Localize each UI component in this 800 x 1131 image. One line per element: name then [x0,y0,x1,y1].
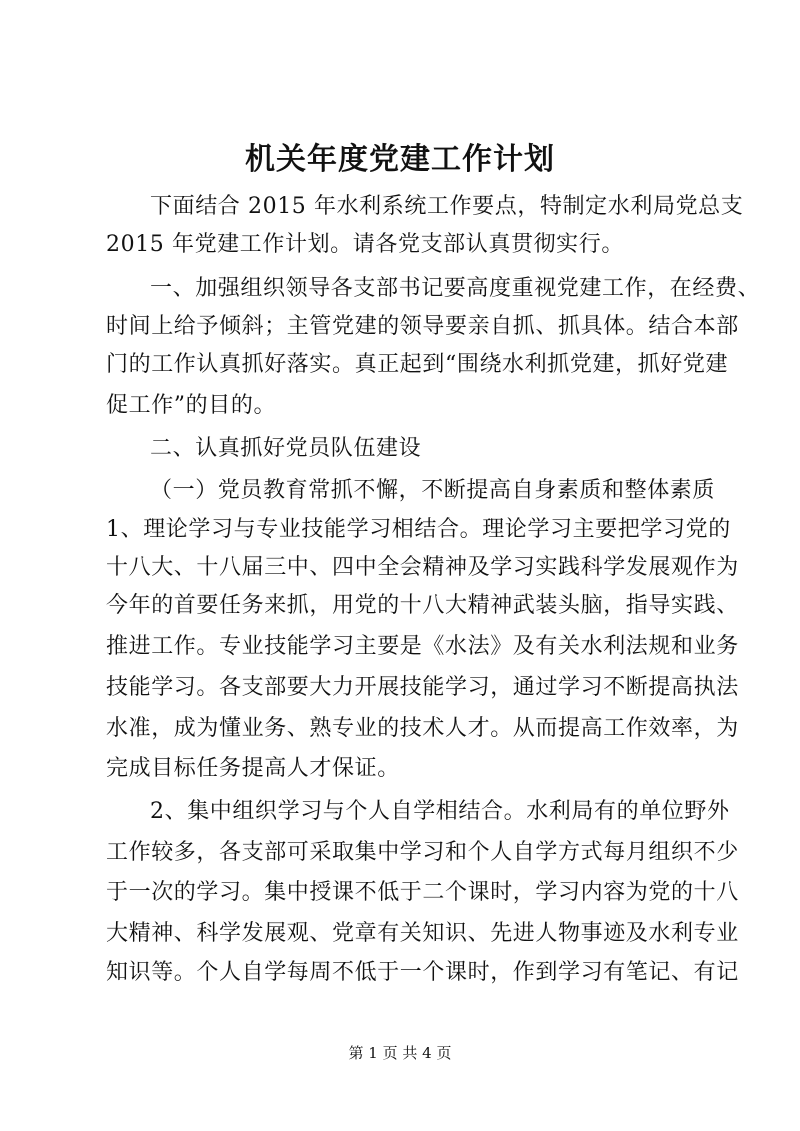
body-line-9: 1、理论学习与专业技能学习相结合。理论学习主要把学习党的 [106,517,731,542]
document-title: 机关年度党建工作计划 [245,142,555,177]
body-line-12: 推进工作。专业技能学习主要是《水法》及有关水利法规和业务 [106,634,739,659]
page-number-footer: 第 1 页 共 4 页 [348,1044,452,1062]
body-line-16: 2、集中组织学习与个人自学相结合。水利局有的单位野外 [150,799,730,824]
body-line-13: 技能学习。各支部要大力开展技能学习，通过学习不断提高执法 [106,675,739,700]
body-line-20: 知识等。个人自学每周不低于一个课时，作到学习有笔记、有记 [106,960,739,985]
body-line-14: 水准，成为懂业务、熟专业的技术人才。从而提高工作效率，为 [106,716,739,741]
body-line-15: 完成目标任务提高人才保证。 [106,756,400,781]
body-line-19: 大精神、科学发展观、党章有关知识、先进人物事迹及水利专业 [106,921,739,946]
section-heading-2: 二、认真抓好党员队伍建设 [150,436,422,461]
body-line-1: 下面结合 2015 年水利系统工作要点，特制定水利局党总支 [150,194,744,219]
body-line-3: 一、加强组织领导各支部书记要高度重视党建工作，在经费、 [150,276,761,301]
body-line-17: 工作较多，各支部可采取集中学习和个人自学方式每月组织不少 [106,840,739,865]
subsection-heading-1: （一）党员教育常抓不懈，不断提高自身素质和整体素质 [150,478,716,503]
body-line-2: 2015 年党建工作计划。请各党支部认真贯彻实行。 [106,232,624,257]
body-line-6: 促工作”的目的。 [106,393,277,418]
body-line-10: 十八大、十八届三中、四中全会精神及学习实践科学发展观作为 [106,555,739,580]
body-line-5: 门的工作认真抓好落实。真正起到“围绕水利抓党建，抓好党建 [106,352,729,377]
body-line-11: 今年的首要任务来抓，用党的十八大精神武装头脑，指导实践、 [106,593,739,618]
body-line-4: 时间上给予倾斜；主管党建的领导要亲自抓、抓具体。结合本部 [106,314,739,339]
body-line-18: 于一次的学习。集中授课不低于二个课时，学习内容为党的十八 [106,880,739,905]
